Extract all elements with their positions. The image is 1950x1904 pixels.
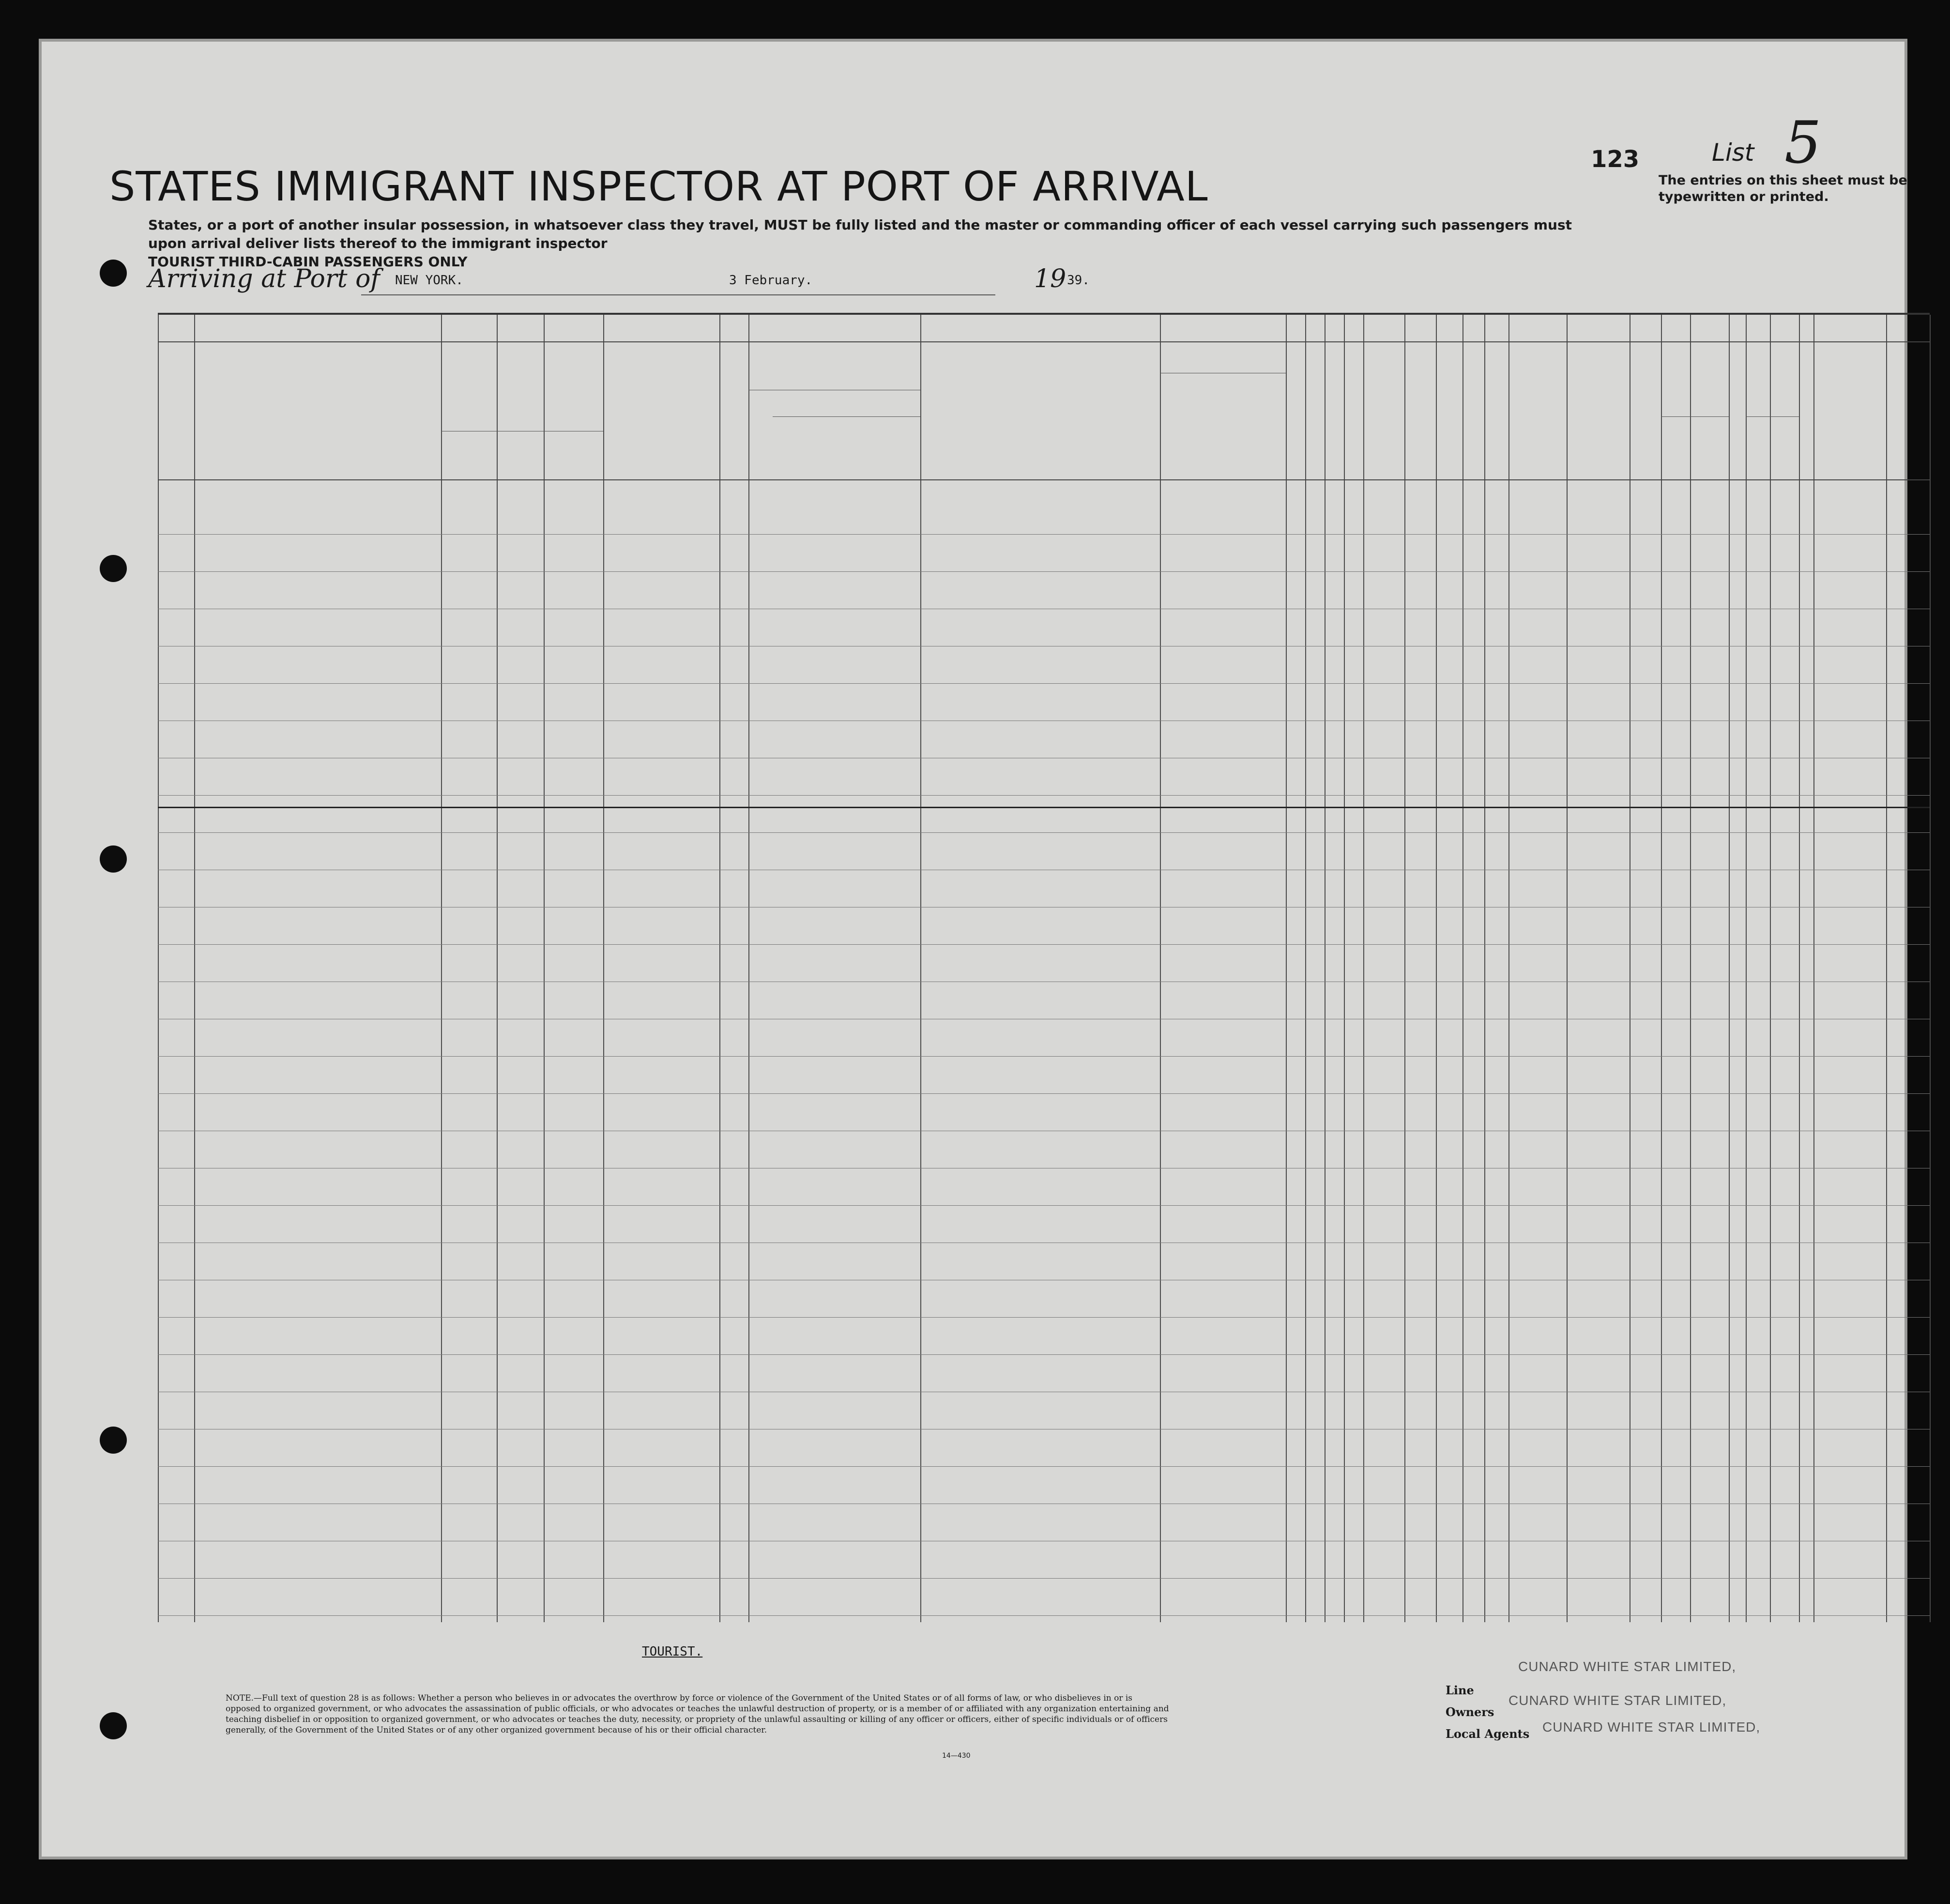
line-owners-agents [1446, 1659, 1881, 1746]
vertical-heading-ticket [608, 349, 619, 475]
column-rule [1508, 315, 1509, 1622]
column-rule [1661, 315, 1662, 1622]
column-rule [497, 315, 498, 1622]
punch-hole [100, 260, 127, 287]
column-rule [1363, 315, 1364, 1622]
row-rule [158, 1354, 1930, 1355]
punch-hole [100, 555, 127, 582]
row-rule [158, 1056, 1930, 1057]
column-rule [1160, 315, 1161, 1622]
line-stamp: CUNARD WHITE STAR LIMITED, [1518, 1659, 1737, 1674]
row-rule [158, 1317, 1930, 1318]
column-rule [1436, 315, 1437, 1622]
form-number: 14—430 [942, 1752, 971, 1760]
list-number: 5 [1784, 109, 1822, 177]
vertical-heading-v29 [1409, 349, 1420, 475]
list-stamp: 123 [1591, 146, 1640, 173]
vertical-heading-v24b [1204, 373, 1215, 475]
column-rule [1286, 315, 1287, 1622]
manifest-sheet [39, 39, 1907, 1859]
list-label: List [1712, 138, 1754, 167]
vertical-heading-v28 [1354, 349, 1364, 475]
column-rule [1484, 315, 1485, 1622]
footnote-28: NOTE.—Full text of question 28 is as follows: Whether a person who believes in or advocates the overthrow by force or violence of the Government of the United States or of all forms of law, or who disbelieves in or is opposed to organized government, or who advocates the assassination of public officials, or who advocates or teaches the unlawful destruction of property, or is a member of or affiliated with any organization entertaining and teaching disbelief in or opposition to organized government, or who advocates or teaches the duty, necessity, or propriety of the unlawful assaulting or killing of any officer or officers, either of specific individuals or of officers generally, of the Government of the United States or of any other organized government because of his or their official character. [226, 1693, 1169, 1735]
column-rule [1746, 315, 1747, 1622]
row-rule [158, 571, 1930, 572]
column-rule [544, 315, 545, 1622]
punch-hole [100, 845, 127, 873]
column-rule [1404, 315, 1405, 1622]
intro-text [148, 216, 1600, 271]
row-rule [158, 1093, 1930, 1094]
row-rule [158, 1205, 1930, 1206]
column-rule [1344, 315, 1345, 1622]
row-rule [158, 795, 1930, 796]
column-rule [1305, 315, 1306, 1622]
header-rule [158, 479, 1930, 480]
column-rule [1813, 315, 1814, 1622]
column-rule [1799, 315, 1800, 1622]
row-rule [158, 1466, 1930, 1467]
column-rule [920, 315, 921, 1622]
vertical-heading-v24a [1164, 373, 1174, 475]
column-rule [719, 315, 720, 1622]
punch-hole [100, 1712, 127, 1739]
line-label: Line [1446, 1683, 1474, 1697]
row-rule [158, 534, 1930, 535]
header-subrule [1746, 416, 1799, 417]
vertical-heading-v26 [1309, 349, 1320, 475]
header-subrule [773, 416, 920, 417]
vertical-heading-v27 [1328, 349, 1339, 475]
column-rule [1886, 315, 1887, 1622]
arriving-label: Arriving at Port of [148, 264, 380, 293]
tourist-label: TOURIST. [642, 1644, 703, 1659]
agents-stamp: CUNARD WHITE STAR LIMITED, [1542, 1720, 1761, 1735]
intro-line: States, or a port of another insular possession, in whatsoever class they travel, MUST be fully listed and the master or commanding officer of each vessel carrying such passengers must upon arrival deliver lists thereof to the immigrant inspector [148, 217, 1572, 251]
column-rule [1567, 315, 1568, 1622]
port-value: NEW YORK. [395, 273, 463, 288]
strike-row-9 [158, 807, 1930, 808]
column-rule [194, 315, 195, 1622]
header-rule [158, 341, 1930, 342]
column-rule [441, 315, 442, 1622]
vertical-heading-v24c [1246, 373, 1257, 475]
header-subrule [1661, 416, 1729, 417]
vertical-heading-v30 [1440, 349, 1450, 475]
column-rule [748, 315, 749, 1622]
arrival-line [148, 264, 1310, 303]
column-rule [1930, 315, 1931, 1622]
vertical-heading-v25 [1290, 349, 1300, 475]
agents-label: Local Agents [1446, 1727, 1530, 1741]
punch-hole [100, 1427, 127, 1454]
owners-label: Owners [1446, 1705, 1494, 1719]
list-note: The entries on this sheet must be typewritten or printed. [1659, 173, 1907, 204]
row-rule [158, 683, 1930, 684]
year-suffix: 39. [1067, 273, 1090, 288]
vertical-heading-possession_50 [750, 349, 761, 475]
column-rule [158, 315, 159, 1622]
column-rule [1462, 315, 1463, 1622]
vertical-heading-v31 [1465, 349, 1476, 475]
owners-stamp: CUNARD WHITE STAR LIMITED, [1508, 1693, 1727, 1708]
row-rule [158, 832, 1930, 833]
row-rule [158, 1578, 1930, 1579]
year-prefix: 19 [1034, 264, 1066, 293]
date-value: 3 February. [729, 273, 813, 288]
column-rule [1690, 315, 1691, 1622]
intro-line: TOURIST THIRD-CABIN PASSENGERS ONLY [148, 254, 468, 270]
row-rule [158, 944, 1930, 945]
column-rule [1770, 315, 1771, 1622]
column-rule [1729, 315, 1730, 1622]
row-rule [158, 1615, 1930, 1616]
page-title: STATES IMMIGRANT INSPECTOR AT PORT OF ARRIVAL [109, 163, 1208, 210]
column-rule [603, 315, 604, 1622]
manifest-table [158, 313, 1930, 1622]
